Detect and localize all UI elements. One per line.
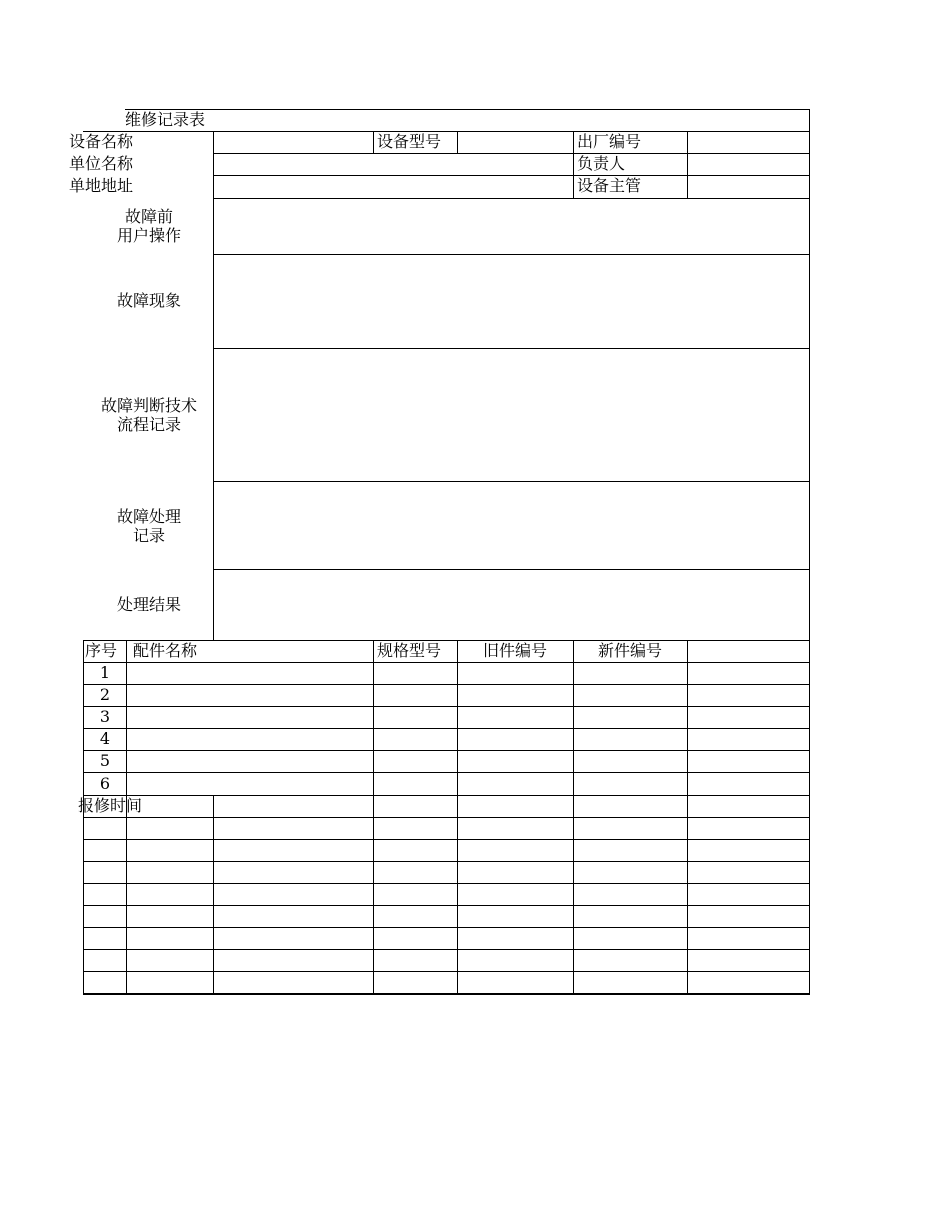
table-row-index: 6 <box>99 774 111 793</box>
fault-phenomenon-area[interactable] <box>214 255 808 348</box>
col-header-spec: 规格型号 <box>377 641 442 660</box>
fault-handling-label: 故障处理 记录 <box>116 507 181 545</box>
factory-no-field[interactable] <box>688 132 808 153</box>
unit-address-field[interactable] <box>214 176 572 198</box>
equipment-manager-label: 设备主管 <box>577 176 642 195</box>
fault-phenomenon-label: 故障现象 <box>116 291 181 310</box>
form-title: 维修记录表 <box>125 110 206 129</box>
table-row-index: 3 <box>99 707 111 726</box>
equipment-model-field[interactable] <box>458 132 572 153</box>
equipment-name-label: 设备名称 <box>69 132 134 151</box>
factory-no-label: 出厂编号 <box>577 132 642 151</box>
table-row-index: 2 <box>99 685 111 704</box>
fault-handling-area[interactable] <box>214 482 808 569</box>
unit-address-label: 单地地址 <box>69 176 134 195</box>
equipment-model-label: 设备型号 <box>377 132 442 151</box>
table-row-index: 1 <box>99 663 111 682</box>
responsible-label: 负责人 <box>577 154 626 173</box>
repair-log-grid[interactable] <box>84 818 809 993</box>
col-header-new-part-no: 新件编号 <box>597 641 662 660</box>
pre-fault-operation-label: 故障前 用户操作 <box>116 207 181 245</box>
diagnosis-process-label: 故障判断技术 流程记录 <box>100 396 197 434</box>
result-area[interactable] <box>214 570 808 640</box>
col-header-old-part-no: 旧件编号 <box>482 641 547 660</box>
unit-name-field[interactable] <box>214 154 572 175</box>
diagnosis-process-area[interactable] <box>214 349 808 481</box>
equipment-manager-field[interactable] <box>688 176 808 198</box>
col-header-part-name: 配件名称 <box>133 641 198 660</box>
responsible-field[interactable] <box>688 154 808 175</box>
result-label: 处理结果 <box>116 595 181 614</box>
pre-fault-operation-area[interactable] <box>214 199 808 254</box>
repair-time-label: 报修时间 <box>78 796 143 815</box>
equipment-name-field[interactable] <box>214 132 372 153</box>
col-header-index: 序号 <box>85 641 118 660</box>
unit-name-label: 单位名称 <box>69 154 134 173</box>
table-row-index: 5 <box>99 751 111 770</box>
table-row-index: 4 <box>99 729 111 748</box>
